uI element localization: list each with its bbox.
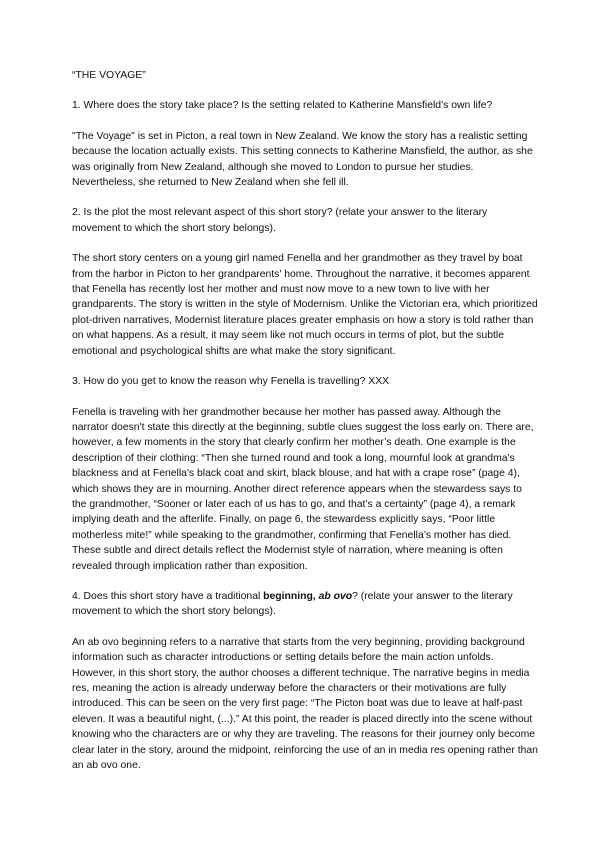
answer-2: The short story centers on a young girl named Fenella and her grandmother as they travel by boat from the harbor in Picton to her grandparents' home. Throughout the narrative, it becomes apparent that Fenella has recently lost her mother and must now move to a new town to live with her grandparents. The story is written in the style of Modernism. Unlike the Victorian era, which prioritized plot-driven narratives, Modernist literature places greater emphasis on how a story is told rather than on what happens. As a result, it may seem like not much occurs in terms of plot, but the subtle emotional and psychological shifts are what make the story significant. bbox=[72, 253, 538, 357]
answer-4: An ab ovo beginning refers to a narrative that starts from the very beginning, providing background information such as character introductions or setting details before the main action unfolds. However, in this short story, the author chooses a different technique. The narrative begins in media res, meaning the action is already underway before the characters or their motivations are fully introduced. This can be seen on the very first page: “The Picton boat was due to leave at half-past eleven. It was a beautiful night, (...).” At this point, the reader is placed directly into the scene without knowing who the characters are or why they are traveling. The reasons for their journey only become clear later in the story, around the midpoint, reinforcing the use of an in media res opening rather than an ab ovo one. bbox=[72, 636, 538, 772]
question-4-text-end: ? (relate your answer to the literary movement to which the short story belongs). bbox=[72, 590, 513, 618]
question-3: 3. How do you get to know the reason why Fenella is travelling? XXX bbox=[72, 376, 390, 388]
question-4-text-start: 4. Does this short story have a traditional bbox=[72, 590, 264, 602]
answer-3: Fenella is traveling with her grandmother because her mother has passed away. Although the narrator doesn't state this directly at the beginning, subtle clues suggest the loss early on. There are, however, a few moments in the story that clearly confirm her mother’s death. One example is the description of their clothing: “Then she turned round and took a long, mournful look at grandma's blackness and at Fenella's black coat and skirt, black blouse, and hat with a crape rose” (page 4), which shows they are in mourning. Another direct reference appears when the stewardess says to the grandmother, “Sooner or later each of us has to go, and that’s a certainty” (page 4), a remark implying death and the afterlife. Finally, on page 6, the stewardess explicitly says, “Poor little motherless mite!” while speaking to the grandmother, confirming that Fenella’s mother has died. These subtle and direct details reflect the Modernist style of narration, where meaning is often revealed through implication rather than exposition. bbox=[72, 406, 534, 572]
question-4 bbox=[72, 589, 538, 620]
document-page bbox=[72, 68, 538, 788]
question-2: 2. Is the plot the most relevant aspect of this short story? (relate your answer to the literary movement to which the short story belongs). bbox=[72, 207, 488, 234]
question-4-bold-beginning: beginning, bbox=[263, 590, 316, 602]
question-4-ab-ovo: ab ovo bbox=[318, 590, 353, 602]
answer-1: "The Voyage" is set in Picton, a real town in New Zealand. We know the story has a realistic setting because the location actually exists. This setting connects to Katherine Mansfield, the author, as she was originally from New Zealand, although she moved to London to pursue her studies. Nevertheless, she returned to New Zealand when she fell ill. bbox=[72, 130, 533, 189]
document-title: “THE VOYAGE” bbox=[72, 70, 146, 81]
question-1: 1. Where does the story take place? Is the setting related to Katherine Mansfield’s own life? bbox=[72, 100, 493, 112]
